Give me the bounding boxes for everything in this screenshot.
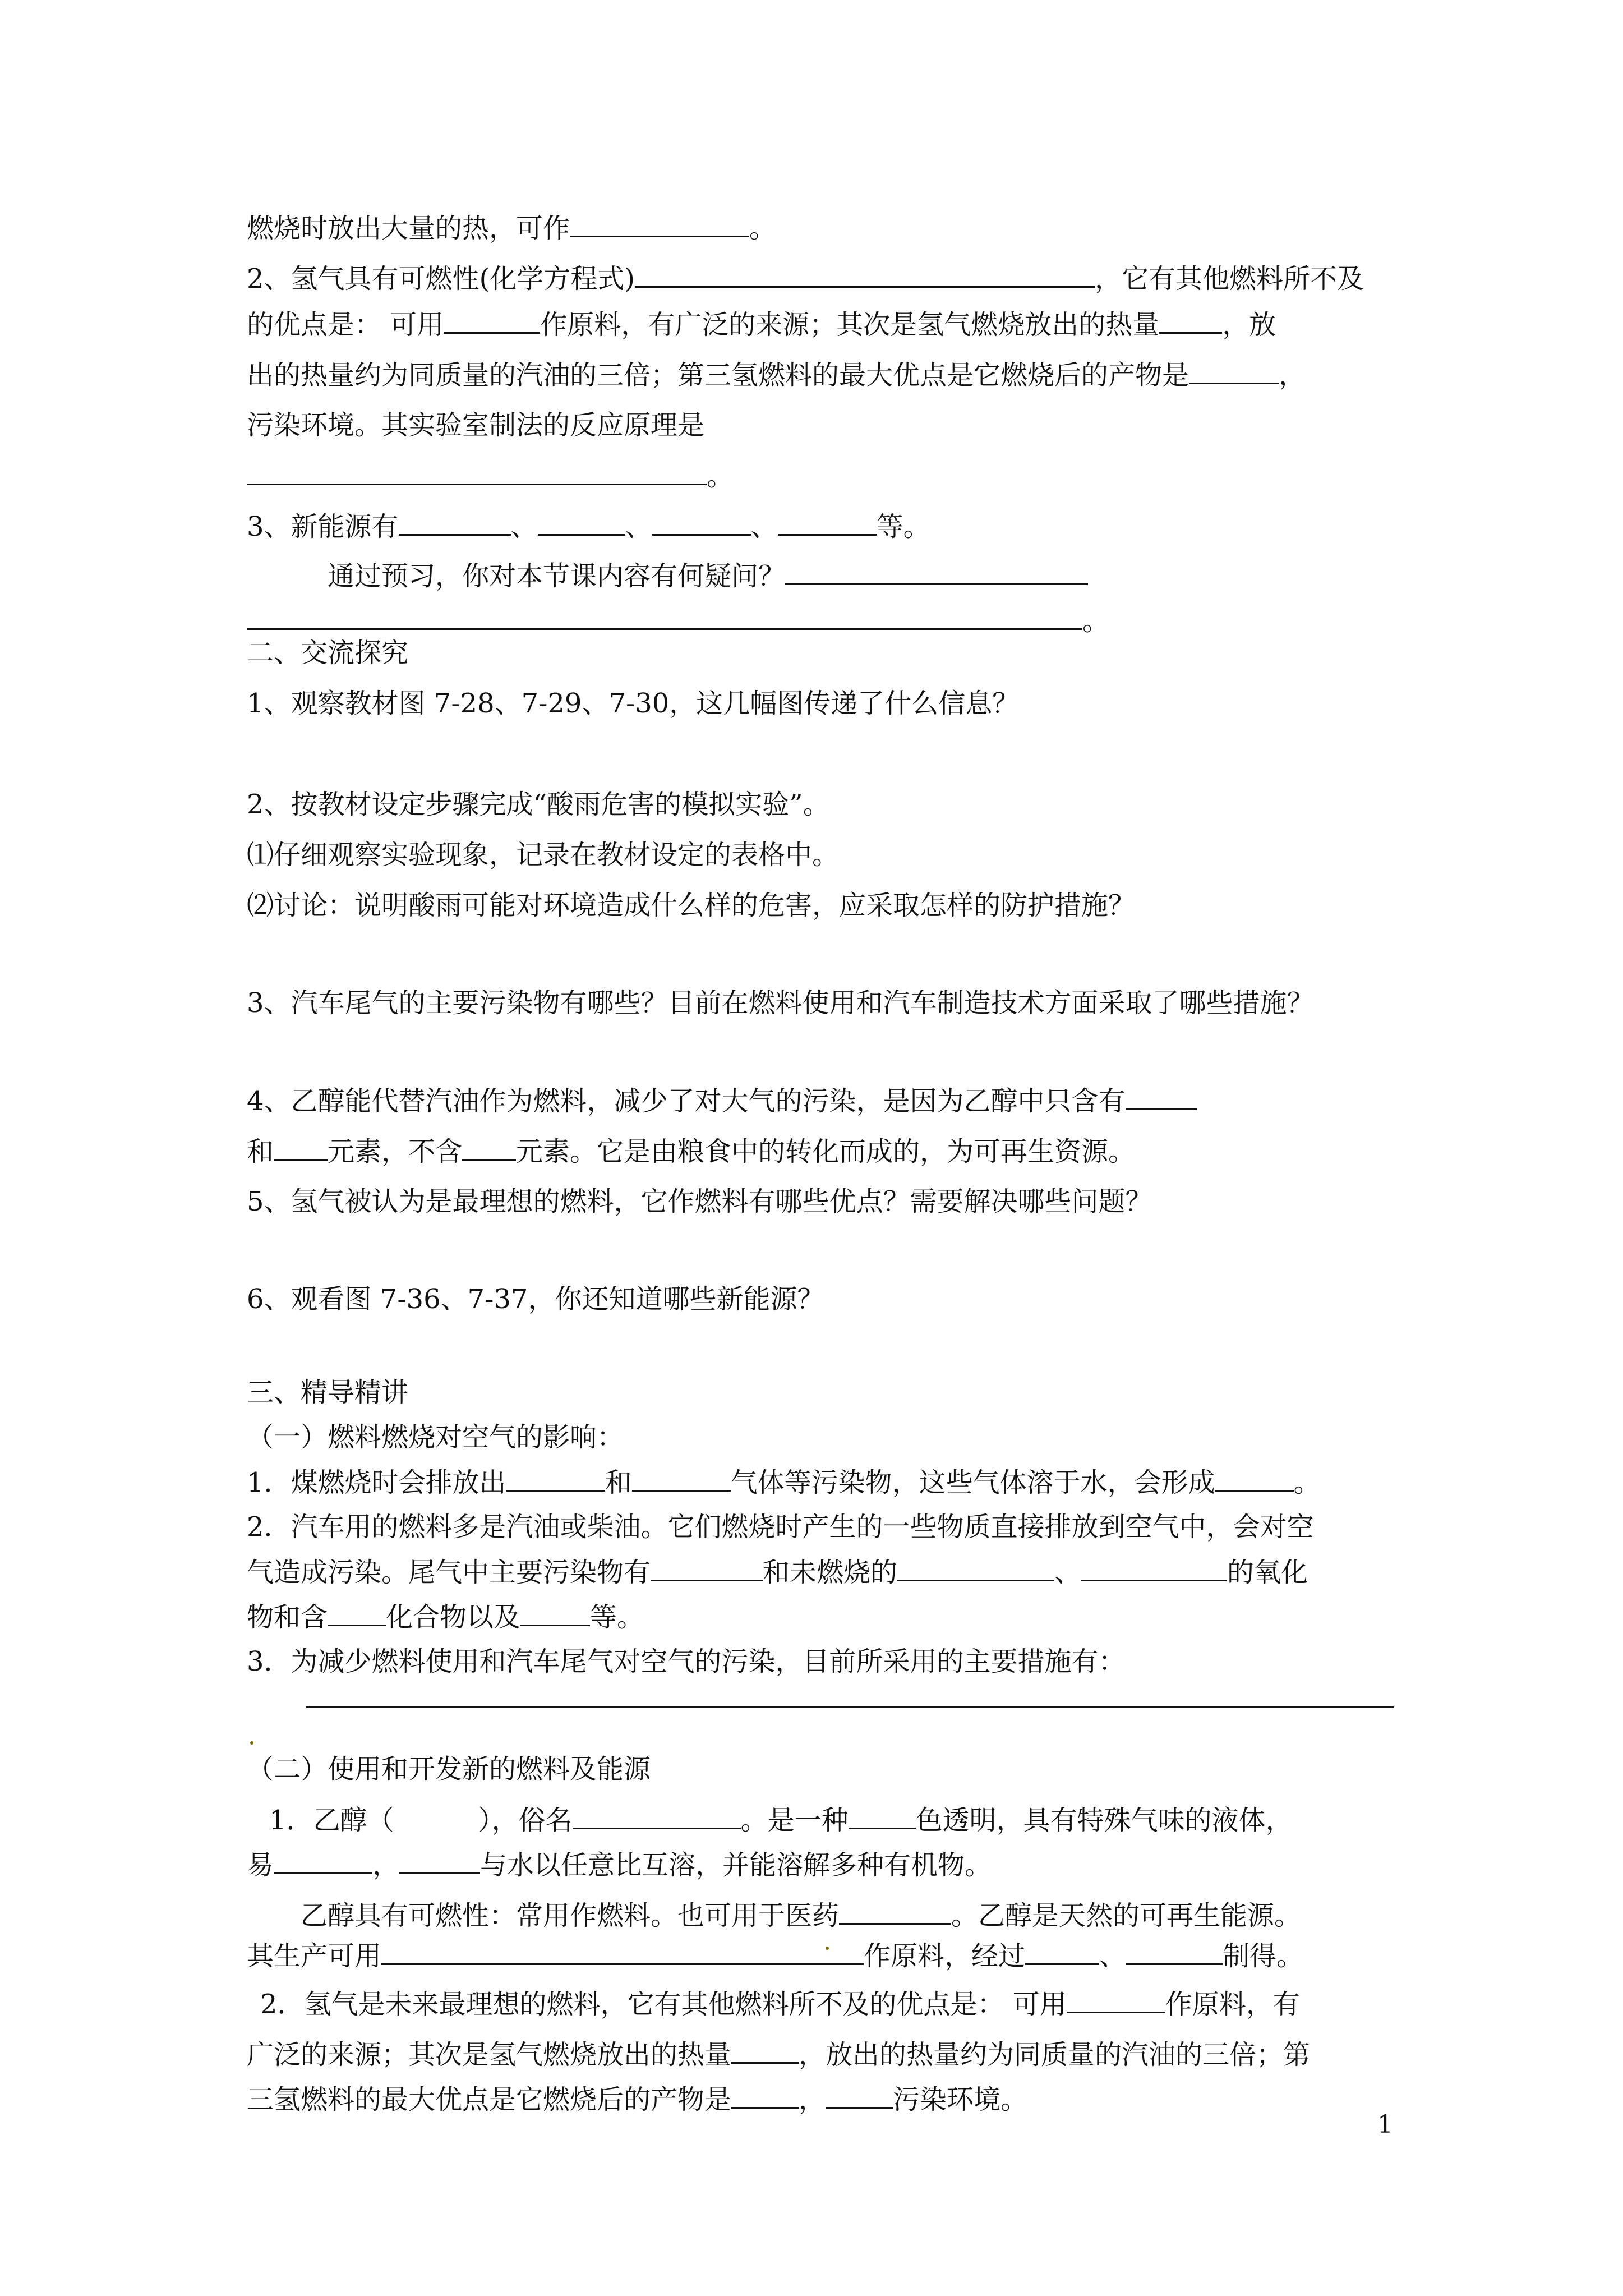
- text-line: [247, 604, 1109, 638]
- text: 5、氢气被认为是最理想的燃料，它作燃料有哪些优点？需要解决哪些问题？: [247, 1186, 1152, 1217]
- text: 三氢燃料的最大优点是它燃烧后的产物是: [247, 2084, 732, 2115]
- fill-blank[interactable]: [897, 1555, 1054, 1581]
- text-line: [247, 1600, 644, 1634]
- fill-blank[interactable]: [778, 509, 877, 536]
- text: 元素，不含: [328, 1136, 463, 1167]
- text-line: [269, 1803, 1293, 1837]
- fill-blank[interactable]: [444, 307, 540, 334]
- text: 作原料，有广泛的来源；其次是氢气燃烧放出的热量: [540, 309, 1160, 341]
- text: 1、观察教材图 7-28、7-29、7-30，这几幅图传递了什么信息？: [247, 688, 1020, 719]
- fill-blank[interactable]: [1159, 307, 1222, 334]
- text: ），俗名: [478, 1805, 573, 1836]
- fill-blank[interactable]: [399, 509, 511, 536]
- fill-blank[interactable]: [1081, 1555, 1227, 1581]
- text-line: [247, 788, 830, 821]
- text-line: [301, 1898, 1301, 1932]
- stray-mark: [250, 1741, 253, 1745]
- fill-blank[interactable]: [731, 2037, 799, 2064]
- text: ，: [1279, 360, 1306, 391]
- text: 。: [1082, 605, 1110, 637]
- text: 污染环境。其实验室制法的反应原理是: [247, 409, 705, 441]
- text: 1．乙醇（: [269, 1805, 394, 1836]
- text: 与水以任意比互溶，并能溶解多种有机物。: [480, 1849, 992, 1881]
- text: ⑵讨论：说明酸雨可能对环境造成什么样的危害，应采取怎样的防护措施？: [247, 890, 1136, 921]
- text-line: [247, 1510, 1314, 1544]
- text: 污染环境。: [893, 2084, 1028, 2115]
- text: 。: [749, 213, 777, 244]
- text-line: [247, 2082, 1027, 2116]
- fill-blank[interactable]: [651, 1555, 763, 1581]
- text: 和: [247, 1136, 274, 1167]
- text: 4、乙醇能代替汽油作为燃料，减少了对大气的污染，是因为乙醇中只含有: [247, 1085, 1126, 1117]
- text: 3、汽车尾气的主要污染物有哪些？目前在燃料使用和汽车制造技术方面采取了哪些措施？: [247, 987, 1314, 1019]
- text: 色透明，具有特殊气味的液体，: [915, 1805, 1293, 1836]
- text: 2．汽车用的燃料多是汽油或柴油。它们燃烧时产生的一些物质直接排放到空气中，会对空: [247, 1511, 1314, 1543]
- fill-blank[interactable]: [247, 459, 707, 485]
- fill-blank[interactable]: [849, 1803, 916, 1829]
- text: 2、按教材设定步骤完成“酸雨危害的模拟实验”。: [247, 789, 830, 820]
- text: 物和含: [247, 1602, 328, 1633]
- text: 2．氢气是未来最理想的燃料，它有其他燃料所不及的优点是： 可用: [260, 1989, 1067, 2020]
- text-line: [260, 1987, 1300, 2021]
- section-heading: [247, 1752, 651, 1786]
- text-line: [247, 307, 1276, 342]
- section-heading: [247, 1375, 408, 1409]
- text-line: [247, 2037, 1310, 2072]
- answer-line: [306, 1682, 1394, 1716]
- text: ，: [799, 2084, 826, 2115]
- text: 2、氢气具有可燃性(化学方程式): [247, 263, 635, 295]
- text-line: [247, 687, 1019, 720]
- text-line: [247, 1645, 1126, 1678]
- text: 6、观看图 7-36、7-37，你还知道哪些新能源？: [247, 1283, 824, 1315]
- text: （一）燃料燃烧对空气的影响：: [247, 1421, 624, 1453]
- text: 。: [707, 461, 734, 492]
- text: 1．煤燃烧时会排放出: [247, 1467, 506, 1498]
- fill-blank[interactable]: [381, 1939, 864, 1965]
- text: ，: [372, 1849, 400, 1881]
- fill-blank[interactable]: [1126, 1084, 1197, 1110]
- fill-blank[interactable]: [462, 1134, 516, 1161]
- text: 等。: [590, 1602, 644, 1633]
- text-line: [247, 1185, 1152, 1218]
- text: 通过预习，你对本节课内容有何疑问？: [328, 560, 786, 592]
- fill-blank[interactable]: [731, 2082, 799, 2109]
- text: 。乙醇是天然的可再生能源。: [951, 1900, 1302, 1931]
- text-line: [247, 1465, 1321, 1499]
- text: 和: [605, 1467, 632, 1498]
- fill-blank[interactable]: [274, 1134, 328, 1161]
- text-line: [247, 509, 930, 544]
- text: 、: [1054, 1557, 1082, 1588]
- text-line: [247, 1420, 624, 1454]
- text: 的氧化: [1227, 1557, 1308, 1588]
- text: 3、新能源有: [247, 511, 399, 542]
- fill-blank[interactable]: [573, 1803, 741, 1829]
- text: 、: [1099, 1940, 1127, 1972]
- fill-blank[interactable]: [635, 261, 1095, 288]
- fill-blank[interactable]: [1189, 358, 1279, 384]
- text: 广泛的来源；其次是氢气燃烧放出的热量: [247, 2039, 732, 2070]
- fill-blank[interactable]: [1025, 1939, 1099, 1965]
- text: 作原料，有: [1165, 1989, 1300, 2020]
- text: ⑴仔细观察实验现象，记录在教材设定的表格中。: [247, 839, 840, 871]
- text-line: [247, 211, 776, 245]
- text: ，它有其他燃料所不及: [1095, 263, 1364, 295]
- fill-blank[interactable]: [785, 559, 1088, 585]
- text: 气造成污染。尾气中主要污染物有: [247, 1557, 651, 1588]
- text-line: [247, 261, 1364, 296]
- fill-blank[interactable]: [274, 1848, 372, 1874]
- text: 3．为减少燃料使用和汽车尾气对空气的污染，目前所采用的主要措施有：: [247, 1646, 1126, 1677]
- text-line: [247, 1084, 1197, 1118]
- fill-blank[interactable]: [247, 604, 1082, 630]
- text: 化合物以及: [386, 1602, 521, 1633]
- text: 气体等污染物，这些气体溶于水，会形成: [730, 1467, 1215, 1498]
- text: 三、精导精讲: [247, 1377, 409, 1408]
- text: 乙醇具有可燃性：常用作燃料。也可用于医药: [301, 1900, 840, 1931]
- text: 燃烧时放出大量的热，可作: [247, 213, 570, 244]
- text-line: [328, 559, 1088, 593]
- text: 、: [510, 511, 538, 542]
- text: 、: [750, 511, 778, 542]
- text-line: [247, 1848, 992, 1882]
- fill-blank[interactable]: [328, 1600, 386, 1626]
- text-line: [247, 459, 734, 493]
- text: 。是一种: [740, 1805, 849, 1836]
- fill-blank[interactable]: [520, 1600, 590, 1626]
- text-line: [247, 986, 1314, 1020]
- text-line: [247, 1555, 1308, 1589]
- text: 元素。它是由粮食中的转化而成的，为可再生资源。: [516, 1136, 1136, 1167]
- text-line: [247, 1134, 1135, 1168]
- text: 其生产可用: [247, 1940, 382, 1972]
- fill-blank[interactable]: [632, 1465, 731, 1492]
- fill-blank[interactable]: [652, 509, 751, 536]
- section-heading: [247, 636, 408, 670]
- fill-blank[interactable]: [826, 2082, 893, 2109]
- text-line: [247, 889, 1135, 922]
- text: 二、交流探究: [247, 637, 409, 669]
- text: ，放: [1222, 309, 1276, 341]
- text: 制得。: [1223, 1940, 1304, 1972]
- text: ，放出的热量约为同质量的汽油的三倍；第: [799, 2039, 1311, 2070]
- text-line: [247, 358, 1306, 392]
- text: 、: [625, 511, 652, 542]
- text-line: [247, 838, 839, 872]
- text: （二）使用和开发新的燃料及能源: [247, 1754, 651, 1785]
- fill-blank[interactable]: [1126, 1939, 1223, 1965]
- text: 作原料，经过: [864, 1940, 1026, 1972]
- page-number: 1: [1377, 2110, 1393, 2139]
- fill-blank[interactable]: [538, 509, 625, 536]
- text: 的优点是： 可用: [247, 309, 444, 341]
- text: 等。: [876, 511, 930, 542]
- fill-blank[interactable]: [1215, 1465, 1294, 1492]
- fill-blank[interactable]: [506, 1465, 605, 1492]
- text-line: [247, 408, 704, 442]
- stray-mark: [826, 1947, 829, 1950]
- text: 。: [1293, 1467, 1321, 1498]
- text: 易: [247, 1849, 274, 1881]
- text-line: [247, 1939, 1303, 1973]
- fill-blank[interactable]: [399, 1848, 480, 1874]
- fill-blank[interactable]: [306, 1682, 1394, 1708]
- text-line: [247, 1282, 824, 1316]
- fill-blank[interactable]: [839, 1898, 951, 1925]
- fill-blank[interactable]: [1067, 1987, 1165, 2013]
- text: 和未燃烧的: [763, 1557, 898, 1588]
- text: 出的热量约为同质量的汽油的三倍；第三氢燃料的最大优点是它燃烧后的产物是: [247, 360, 1189, 391]
- fill-blank[interactable]: [570, 211, 749, 237]
